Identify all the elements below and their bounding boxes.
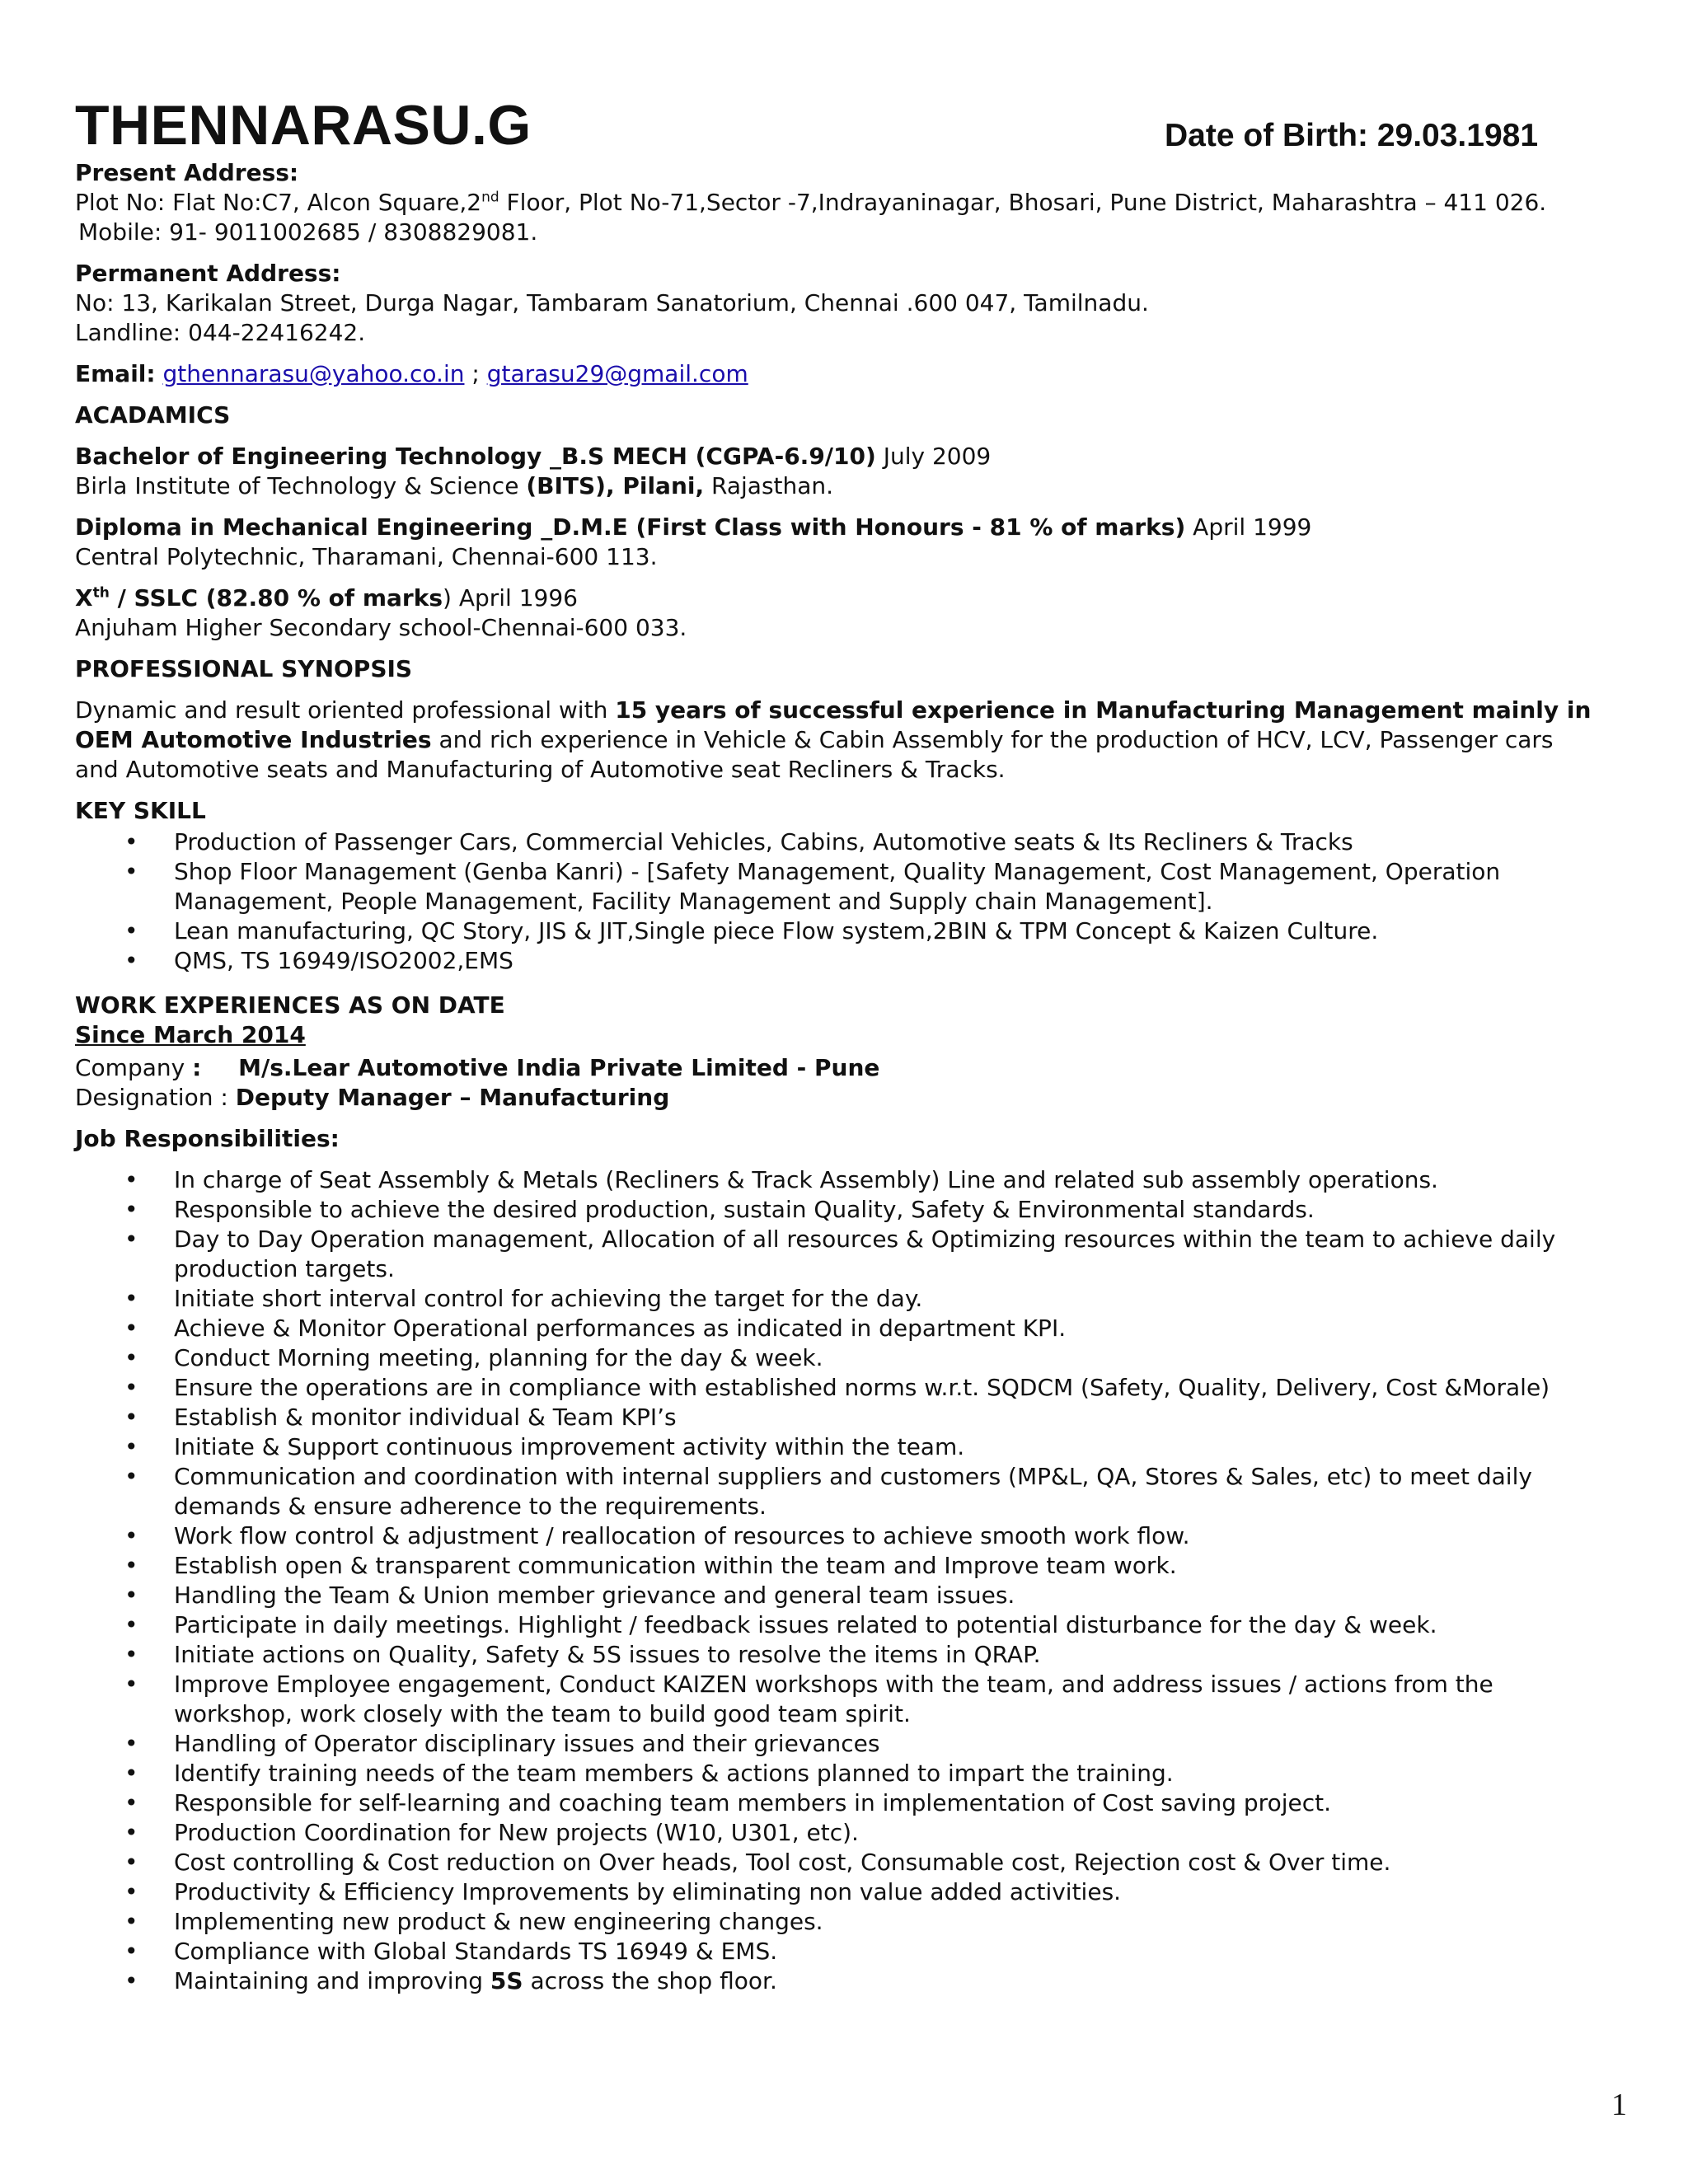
list-item: • Communication and coordination with internal suppliers and customers (MP&L, QA, Stores & Sales, etc) to meet daily [174, 1462, 1641, 1492]
list-item: • Improve Employee engagement, Conduct KAIZEN workshops with the team, and address issues / actions from the [174, 1670, 1641, 1699]
degree-institution-state: Rajasthan. [704, 472, 834, 499]
key-skill-list [75, 827, 1641, 976]
email-separator: ; [464, 360, 487, 387]
mobile-number: Mobile: 91- 9011002685 / 8308829081. [78, 218, 538, 246]
job-responsibilities-heading: Job Responsibilities: [75, 1125, 340, 1152]
diploma-title-line [75, 513, 1641, 542]
list-item: • Responsible for self-learning and coaching team members in implementation of Cost saving project. [174, 1788, 1641, 1818]
synopsis-l1-b: 15 years of successful experience in Manufacturing Management mainly in [615, 696, 1592, 724]
list-item: • In charge of Seat Assembly & Metals (Recliners & Track Assembly) Line and related sub assembly operations. [174, 1165, 1641, 1195]
company-label: Company [75, 1054, 185, 1081]
list-item: • Establish & monitor individual & Team KPI’s [174, 1403, 1641, 1432]
company-colon: : [192, 1054, 202, 1081]
degree-entry [75, 442, 1641, 501]
diploma-title: Diploma in Mechanical Engineering _D.M.E (First Class with Honours - 81 % of marks) [75, 513, 1186, 541]
list-item: • Handling the Team & Union member grievance and general team issues. [174, 1581, 1641, 1610]
diploma-institution: Central Polytechnic, Tharamani, Chennai-600 113. [75, 543, 658, 570]
diploma-date: April 1999 [1185, 513, 1312, 541]
list-item-5s-c: across the shop floor. [523, 1967, 777, 1994]
since-date: Since March 2014 [75, 1021, 306, 1048]
sslc-date: ) April 1996 [443, 584, 578, 612]
work-heading: WORK EXPERIENCES AS ON DATE [75, 991, 505, 1019]
list-item: • Ensure the operations are in compliance with established norms w.r.t. SQDCM (Safety, Quality, Delivery, Cost &Morale) [174, 1373, 1641, 1403]
list-item-5s-b: 5S [490, 1967, 523, 1994]
list-item: • Lean manufacturing, QC Story, JIS & JIT,Single piece Flow system,2BIN & TPM Concept & Kaizen Culture. [174, 916, 1641, 946]
present-address-text-b: Floor, Plot No-71,Sector -7,Indrayaninagar, Bhosari, Pune District, Maharashtra – 411 026. [499, 189, 1547, 216]
company-value: M/s.Lear Automotive India Private Limited - Pune [238, 1054, 880, 1081]
list-item: • Participate in daily meetings. Highlight / feedback issues related to potential disturbance for the day & week. [174, 1610, 1641, 1640]
present-address-sup: nd [481, 189, 499, 206]
list-item: • Work flow control & adjustment / reallocation of resources to achieve smooth work flow. [174, 1521, 1641, 1551]
list-item-continuation [174, 887, 1641, 916]
list-item: • Shop Floor Management (Genba Kanri) - [Safety Management, Quality Management, Cost Management, Operation [174, 857, 1641, 887]
list-item: • Day to Day Operation management, Allocation of all resources & Optimizing resources within the team to achieve daily [174, 1225, 1641, 1254]
synopsis-line-2 [75, 725, 1641, 755]
candidate-name: THENNARASU.G [75, 94, 532, 157]
degree-institution [75, 471, 1641, 501]
list-item: • Cost controlling & Cost reduction on Over heads, Tool cost, Consumable cost, Rejection cost & Over time. [174, 1848, 1641, 1877]
list-item: • Conduct Morning meeting, planning for the day & week. [174, 1343, 1641, 1373]
header [75, 92, 1641, 163]
degree-institution-bits: (BITS), Pilani, [526, 472, 705, 499]
email-row [75, 359, 1641, 389]
list-item: • Identify training needs of the team members & actions planned to impart the training. [174, 1759, 1641, 1788]
list-item: • Initiate & Support continuous improvement activity within the team. [174, 1432, 1641, 1462]
degree-date: July 2009 [875, 443, 992, 470]
list-item: • Compliance with Global Standards TS 16949 & EMS. [174, 1937, 1641, 1966]
key-skill-heading: KEY SKILL [75, 797, 206, 824]
degree-institution-name: Birla Institute of Technology & Science [75, 472, 527, 499]
list-item-5s-a: Maintaining and improving [174, 1967, 490, 1994]
sslc-x: X [75, 584, 93, 612]
list-item: • Handling of Operator disciplinary issues and their grievances [174, 1729, 1641, 1759]
list-item-continuation [174, 1492, 1641, 1521]
degree-title-line [75, 442, 1641, 471]
synopsis-l1-a: Dynamic and result oriented professional with [75, 696, 616, 724]
synopsis-text [75, 696, 1641, 785]
sslc-title-line [75, 583, 1641, 613]
permanent-address-block [75, 259, 1641, 348]
list-item-5s [174, 1966, 1641, 1996]
designation-value: Deputy Manager – Manufacturing [235, 1084, 670, 1111]
list-item: • Production of Passenger Cars, Commercial Vehicles, Cabins, Automotive seats & Its Recliners & Tracks [174, 827, 1641, 857]
synopsis-line-1 [75, 696, 1641, 725]
list-item: • Productivity & Efficiency Improvements by eliminating non value added activities. [174, 1877, 1641, 1907]
list-item-continuation-text: workshop, work closely with the team to build good team spirit. [174, 1700, 911, 1727]
list-item: • Implementing new product & new engineering changes. [174, 1907, 1641, 1937]
email-link-yahoo[interactable]: gthennarasu@yahoo.co.in [162, 360, 465, 387]
resume-page [75, 92, 1641, 1996]
list-item: • Initiate short interval control for achieving the target for the day. [174, 1284, 1641, 1314]
list-item: • Initiate actions on Quality, Safety & 5S issues to resolve the items in QRAP. [174, 1640, 1641, 1670]
permanent-address-line: No: 13, Karikalan Street, Durga Nagar, Tambaram Sanatorium, Chennai .600 047, Tamilnadu. [75, 289, 1149, 316]
list-item: • QMS, TS 16949/ISO2002,EMS [174, 946, 1641, 976]
list-item-continuation-text: demands & ensure adherence to the requirements. [174, 1493, 767, 1520]
present-address-line [75, 188, 1641, 218]
sslc-title: / SSLC (82.80 % of marks [109, 584, 443, 612]
degree-title: Bachelor of Engineering Technology _B.S MECH (CGPA-6.9/10) [75, 443, 876, 470]
designation-label: Designation : [75, 1084, 228, 1111]
list-item: • Responsible to achieve the desired production, sustain Quality, Safety & Environmental standards. [174, 1195, 1641, 1225]
synopsis-l2-a: OEM Automotive Industries [75, 726, 432, 753]
page-number: 1 [1611, 2088, 1627, 2122]
designation-row [75, 1083, 1641, 1113]
list-item: • Achieve & Monitor Operational performances as indicated in department KPI. [174, 1314, 1641, 1343]
email-link-gmail[interactable]: gtarasu29@gmail.com [486, 360, 748, 387]
sslc-sup: th [92, 584, 110, 602]
synopsis-line-3: and Automotive seats and Manufacturing of Automotive seat Recliners & Tracks. [75, 756, 1006, 783]
present-address-block [75, 158, 1641, 247]
list-item: • Production Coordination for New projects (W10, U301, etc). [174, 1818, 1641, 1848]
list-item: • Establish open & transparent communication within the team and Improve team work. [174, 1551, 1641, 1581]
synopsis-l2-b: and rich experience in Vehicle & Cabin Assembly for the production of HCV, LCV, Passenger cars [431, 726, 1554, 753]
present-address-label: Present Address: [75, 159, 299, 186]
company-row [75, 1053, 1641, 1083]
list-item-continuation-text: Management, People Management, Facility Management and Supply chain Management]. [174, 888, 1213, 915]
present-address-text-a: Plot No: Flat No:C7, Alcon Square,2 [75, 189, 482, 216]
email-label: Email: [75, 360, 156, 387]
synopsis-heading: PROFESSIONAL SYNOPSIS [75, 655, 413, 682]
date-of-birth: Date of Birth: 29.03.1981 [1165, 118, 1539, 153]
landline-number: Landline: 044-22416242. [75, 319, 366, 346]
academics-heading: ACADAMICS [75, 401, 231, 429]
list-item-continuation [174, 1254, 1641, 1284]
diploma-entry [75, 513, 1641, 572]
job-responsibilities-list [75, 1165, 1641, 1996]
list-item-continuation [174, 1699, 1641, 1729]
sslc-entry [75, 583, 1641, 643]
sslc-institution: Anjuham Higher Secondary school-Chennai-600 033. [75, 614, 687, 641]
permanent-address-label: Permanent Address: [75, 260, 341, 287]
list-item-continuation-text: production targets. [174, 1255, 395, 1282]
